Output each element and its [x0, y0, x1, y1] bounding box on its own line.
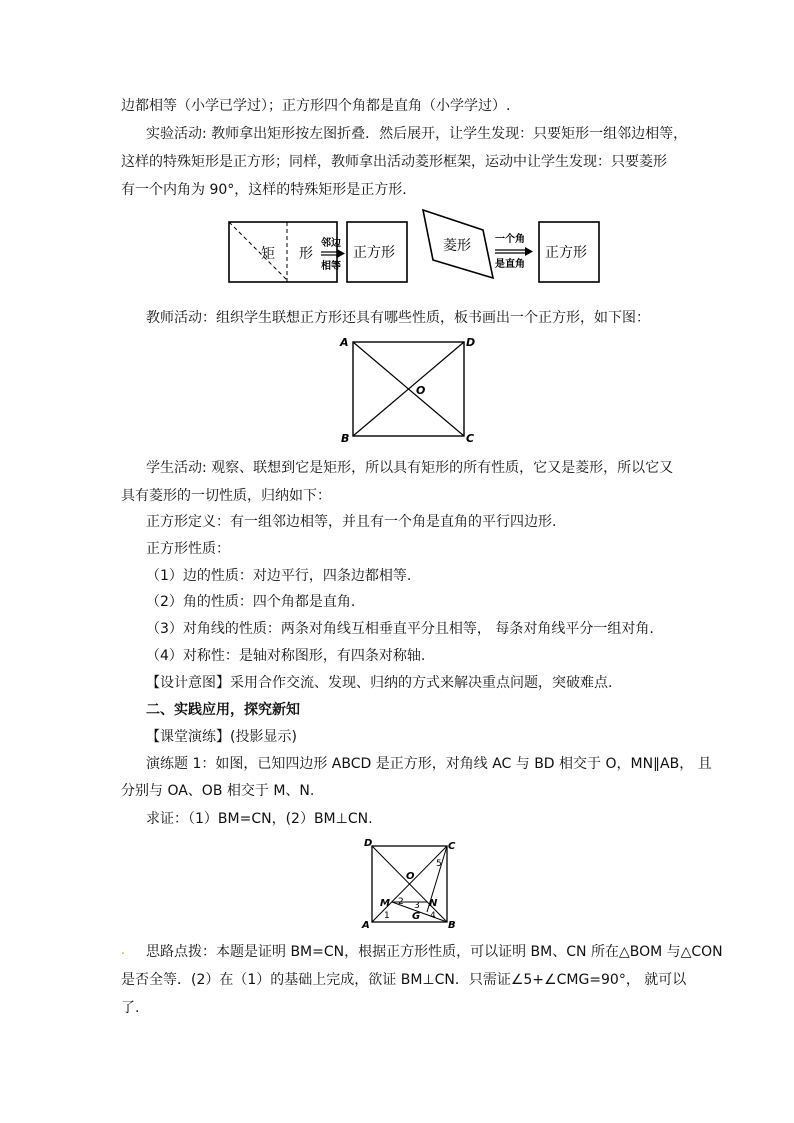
point-m-label: M: [380, 898, 390, 909]
point-g-label: G: [412, 911, 421, 922]
rect-label-2: 形: [299, 246, 313, 262]
text-line-13: （4）对称性：是轴对称图形，有四条对称轴.: [146, 648, 426, 664]
text-line-18: 分别与 OA、OB 相交于 M、N.: [121, 783, 315, 799]
text-line-9: 正方形性质：: [146, 541, 230, 557]
text-line-7: 具有菱形的一切性质，归纳如下：: [121, 488, 331, 504]
rectangle-shape: [229, 222, 337, 282]
text-line-19: 求证：（1）BM=CN，(2）BM⊥CN.: [146, 811, 373, 827]
angle-1-label: 1: [384, 911, 390, 921]
text-line-10: （1）边的性质：对边平行，四条边都相等.: [146, 568, 412, 584]
text-line-6: 学生活动: 观察、联想到它是矩形，所以具有矩形的所有性质，它又是菱形，所以它又: [146, 460, 674, 476]
folding-figure: [225, 208, 605, 288]
ex-vertex-d-label: D: [364, 838, 373, 849]
rect-label-1: 矩: [261, 246, 275, 262]
vertex-a-label: A: [340, 336, 349, 349]
square-label-2: 正方形: [545, 245, 587, 261]
text-line-1: 边都相等（小学已学过）；正方形四个角都是直角（小学学过）.: [121, 98, 511, 114]
arrow1-top-label: 邻边: [321, 238, 341, 249]
angle-2-label: 2: [398, 897, 404, 907]
arrow1-bottom-label: 相等: [321, 261, 341, 272]
square-diagonals-figure: [336, 332, 486, 447]
text-line-20: 思路点拨：本题是证明 BM=CN，根据正方形性质，可以证明 BM、CN 所在△BOM 与△CON: [146, 944, 723, 960]
text-line-21: 是否全等．(2）在（1）的基础上完成，欲证 BM⊥CN．只需证∠5+∠CMG=90°， 就可以: [121, 972, 687, 988]
text-line-22: 了.: [121, 1000, 140, 1016]
vertex-b-label: B: [341, 432, 350, 445]
fold-diagonal-line: [229, 222, 287, 280]
ex-vertex-a-label: A: [362, 920, 370, 931]
text-line-12: （3）对角线的性质：两条对角线互相垂直平分且相等， 每条对角线平分一组对角.: [146, 621, 654, 637]
square-label-1: 正方形: [353, 245, 395, 261]
ex-vertex-b-label: B: [448, 920, 456, 931]
vertex-d-label: D: [466, 336, 476, 349]
arrow2-top-label: 一个角: [495, 234, 525, 245]
angle-4-label: 4: [430, 911, 436, 921]
text-line-4: 有一个内角为 90°，这样的特殊矩形是正方形.: [121, 182, 407, 198]
arrow2-head: [525, 247, 533, 256]
section-heading: 二、实践应用，探究新知: [146, 702, 300, 718]
point-n-label: N: [429, 898, 438, 909]
text-line-11: （2）角的性质：四个角都是直角.: [146, 594, 356, 610]
angle-3-label: 3: [414, 901, 420, 911]
text-line-5: 教师活动：组织学生联想正方形还具有哪些性质，板书画出一个正方形，如下图：: [146, 310, 650, 326]
text-line-17: 演练题 1：如图，已知四边形 ABCD 是正方形，对角线 AC 与 BD 相交于 O，MN∥AB， 且: [146, 756, 712, 772]
arrow1-head: [337, 249, 345, 258]
text-line-14: 【设计意图】采用合作交流、发现、归纳的方式来解决重点问题，突破难点.: [146, 675, 613, 691]
bullet-dot: .: [121, 943, 125, 957]
text-line-16: 【课堂演练】(投影显示): [146, 729, 297, 745]
angle-5-label: 5: [436, 859, 442, 869]
text-line-3: 这样的特殊矩形是正方形；同样，教师拿出活动菱形框架，运动中让学生发现：只要菱形: [121, 154, 667, 170]
ex-center-o-label: O: [406, 871, 415, 882]
arrow2-bottom-label: 是直角: [495, 259, 525, 270]
text-line-8: 正方形定义：有一组邻边相等，并且有一个角是直角的平行四边形.: [146, 514, 557, 530]
text-line-2: 实验活动: 教师拿出矩形按左图折叠．然后展开，让学生发现：只要矩形一组邻边相等，: [146, 126, 688, 142]
center-o-label: O: [416, 384, 426, 397]
vertex-c-label: C: [466, 432, 475, 445]
ex-vertex-c-label: C: [448, 841, 456, 852]
rhombus-label: 菱形: [443, 238, 471, 254]
exercise-figure: [358, 836, 468, 934]
